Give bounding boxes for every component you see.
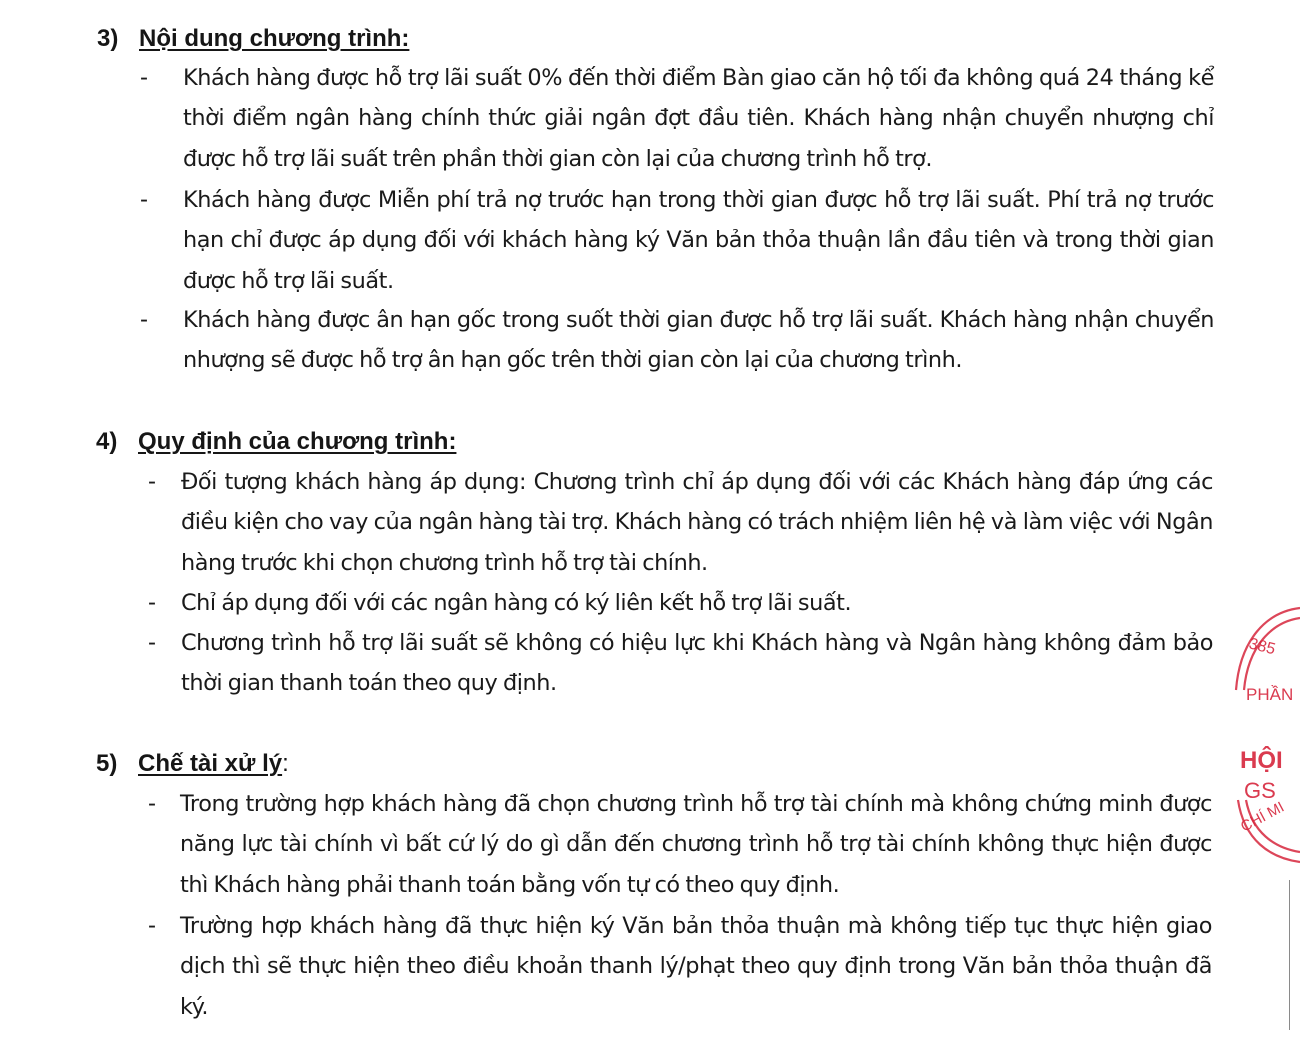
bullet-dash: -: [148, 790, 156, 817]
section-title: Nội dung chương trình:: [139, 25, 410, 52]
bullet-dash: -: [148, 629, 156, 656]
section-title-colon: :: [282, 750, 289, 777]
bullet-dash: -: [140, 64, 148, 91]
section-5-heading: [96, 749, 289, 779]
stamp-text: HỘI: [1240, 747, 1283, 774]
section-3-heading: [97, 24, 409, 54]
list-item-text: Khách hàng được Miễn phí trả nợ trước hạn trong thời gian được hỗ trợ lãi suất. Phí trả nợ trước hạn chỉ được áp dụng đối với khách hàng ký Văn bản thỏa thuận lần đầu tiên và trong thời gian được hỗ trợ lãi suất.: [183, 187, 1214, 294]
list-item-text: Chương trình hỗ trợ lãi suất sẽ không có hiệu lực khi Khách hàng và Ngân hàng không đảm bảo thời gian thanh toán theo quy định.: [181, 630, 1213, 697]
list-item-text: Khách hàng được ân hạn gốc trong suốt thời gian được hỗ trợ lãi suất. Khách hàng nhận chuyển nhượng sẽ được hỗ trợ ân hạn gốc trên thời gian còn lại của chương trình.: [183, 307, 1214, 374]
section-title: Quy định của chương trình:: [138, 428, 457, 455]
list-item-text: Trong trường hợp khách hàng đã chọn chương trình hỗ trợ tài chính mà không chứng minh được năng lực tài chính vì bất cứ lý do gì dẫn đến chương trình hỗ trợ tài chính không thực hiện được thì Khách hàng phải thanh toán bằng vốn tự có theo quy định.: [180, 791, 1212, 898]
page-edge-line: [1289, 880, 1290, 1030]
stamp-text: GS: [1244, 778, 1276, 803]
bullet-dash: -: [148, 912, 156, 939]
bullet-dash: -: [148, 589, 156, 616]
stamp-text: CHÍ MI: [1237, 798, 1288, 836]
bullet-dash: -: [140, 186, 148, 213]
stamp-text: PHẦN: [1246, 685, 1294, 704]
list-item-text: Khách hàng được hỗ trợ lãi suất 0% đến thời điểm Bàn giao căn hộ tối đa không quá 24 tháng kể thời điểm ngân hàng chính thức giải ngân đợt đầu tiên. Khách hàng nhận chuyển nhượng chỉ được hỗ trợ lãi suất trên phần thời gian còn lại của chương trình hỗ trợ.: [183, 65, 1214, 172]
section-4-heading: [96, 427, 456, 457]
section-number: 5): [96, 750, 118, 777]
stamp-text: 385: [1247, 635, 1278, 659]
section-number: 4): [96, 428, 118, 455]
bullet-dash: -: [140, 306, 148, 333]
list-item-text: Chỉ áp dụng đối với các ngân hàng có ký liên kết hỗ trợ lãi suất.: [181, 590, 852, 616]
section-number: 3): [97, 25, 119, 52]
list-item-text: Trường hợp khách hàng đã thực hiện ký Văn bản thỏa thuận mà không tiếp tục thực hiện giao dịch thì sẽ thực hiện theo điều khoản thanh lý/phạt theo quy định trong Văn bản thỏa thuận đã ký.: [180, 913, 1212, 1020]
company-stamp: [1226, 600, 1300, 880]
list-item-text: Đối tượng khách hàng áp dụng: Chương trình chỉ áp dụng đối với các Khách hàng đáp ứng các điều kiện cho vay của ngân hàng tài trợ. Khách hàng có trách nhiệm liên hệ và làm việc với Ngân hàng trước khi chọn chương trình hỗ trợ tài chính.: [181, 469, 1213, 576]
bullet-dash: -: [148, 468, 156, 495]
section-title: Chế tài xử lý: [138, 750, 283, 777]
